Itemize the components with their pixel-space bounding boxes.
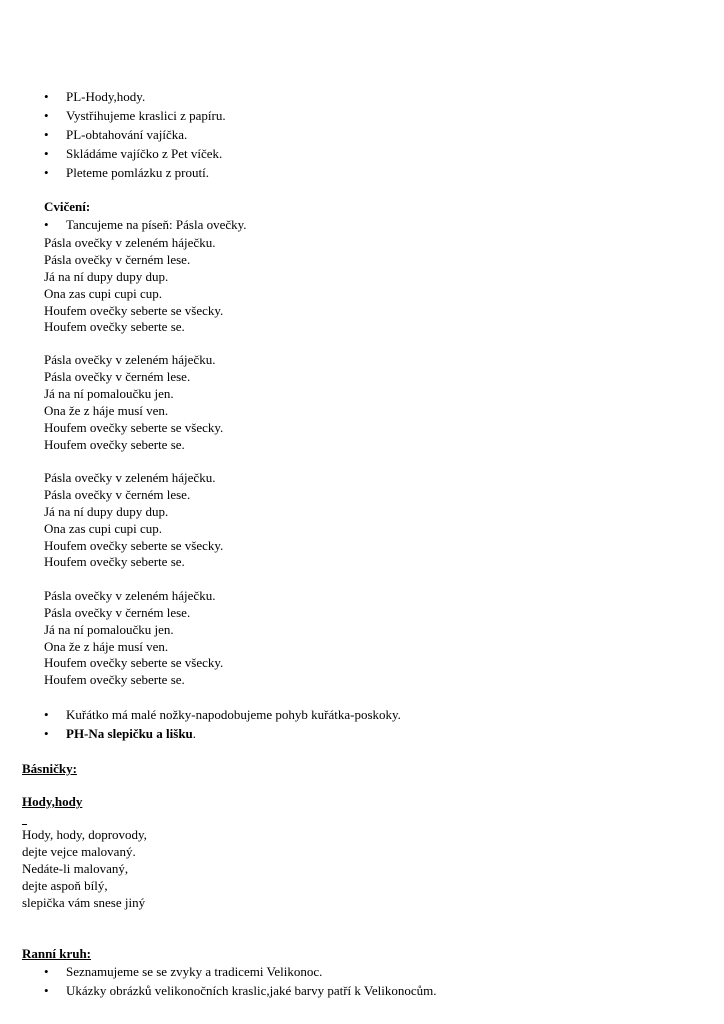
poem-line: dejte aspoň bílý, — [22, 878, 108, 893]
poem-line: slepička vám snese jiný — [22, 895, 146, 910]
list-item: • PL-obtahování vajíčka. — [66, 127, 187, 143]
list-item: • PL-Hody,hody. — [66, 89, 145, 105]
song-line: Houfem ovečky seberte se všecky. — [44, 655, 224, 670]
song-line: Houfem ovečky seberte se všecky. — [44, 538, 224, 553]
underline-mark — [22, 824, 27, 825]
song-line: Já na ní dupy dupy dup. — [44, 504, 169, 519]
song-line: Pásla ovečky v zeleném háječku. — [44, 235, 216, 250]
list-item: • Vystřihujeme kraslici z papíru. — [66, 108, 226, 124]
cviceni-heading: Cvičení: — [44, 199, 91, 214]
song-line: Pásla ovečky v zeleném háječku. — [44, 470, 216, 485]
song-line: Ona že z háje musí ven. — [44, 639, 169, 654]
song-line: Pásla ovečky v černém lese. — [44, 252, 191, 267]
song-line: Já na ní dupy dupy dup. — [44, 269, 169, 284]
poem-line: dejte vejce malovaný. — [22, 844, 136, 859]
song-line: Ona zas cupi cupi cup. — [44, 521, 163, 536]
list-item — [66, 726, 196, 742]
list-item: • Pleteme pomlázku z proutí. — [66, 165, 209, 181]
song-line: Houfem ovečky seberte se. — [44, 554, 185, 569]
ph-bold-text: PH-Na slepičku a lišku — [66, 726, 193, 741]
song-line: Ona že z háje musí ven. — [44, 403, 169, 418]
basnicky-heading: Básničky: — [22, 761, 77, 776]
list-item: • Seznamujeme se se zvyky a tradicemi Velikonoc. — [66, 964, 322, 980]
poem-line: Nedáte-li malovaný, — [22, 861, 129, 876]
song-line: Houfem ovečky seberte se. — [44, 319, 185, 334]
list-item: • Skládáme vajíčko z Pet víček. — [66, 146, 222, 162]
song-line: Pásla ovečky v černém lese. — [44, 369, 191, 384]
song-line: Já na ní pomaloučku jen. — [44, 386, 174, 401]
song-line: Ona zas cupi cupi cup. — [44, 286, 163, 301]
song-list-item: • Tancujeme na píseň: Pásla ovečky. — [66, 217, 247, 233]
song-line: Pásla ovečky v zeleném háječku. — [44, 588, 216, 603]
list-item: • Ukázky obrázků velikonočních kraslic,jaké barvy patří k Velikonocům. — [66, 983, 437, 999]
song-line: Já na ní pomaloučku jen. — [44, 622, 174, 637]
song-line: Houfem ovečky seberte se všecky. — [44, 420, 224, 435]
song-line: Houfem ovečky seberte se. — [44, 672, 185, 687]
song-line: Pásla ovečky v zeleném háječku. — [44, 352, 216, 367]
song-line: Houfem ovečky seberte se všecky. — [44, 303, 224, 318]
poem-title: Hody,hody — [22, 794, 83, 809]
song-line: Houfem ovečky seberte se. — [44, 437, 185, 452]
poem-line: Hody, hody, doprovody, — [22, 827, 147, 842]
song-line: Pásla ovečky v černém lese. — [44, 605, 191, 620]
song-line: Pásla ovečky v černém lese. — [44, 487, 191, 502]
ph-tail-text: . — [192, 726, 197, 741]
ranni-kruh-heading: Ranní kruh: — [22, 946, 91, 961]
list-item: • Kuřátko má malé nožky-napodobujeme pohyb kuřátka-poskoky. — [66, 707, 401, 723]
